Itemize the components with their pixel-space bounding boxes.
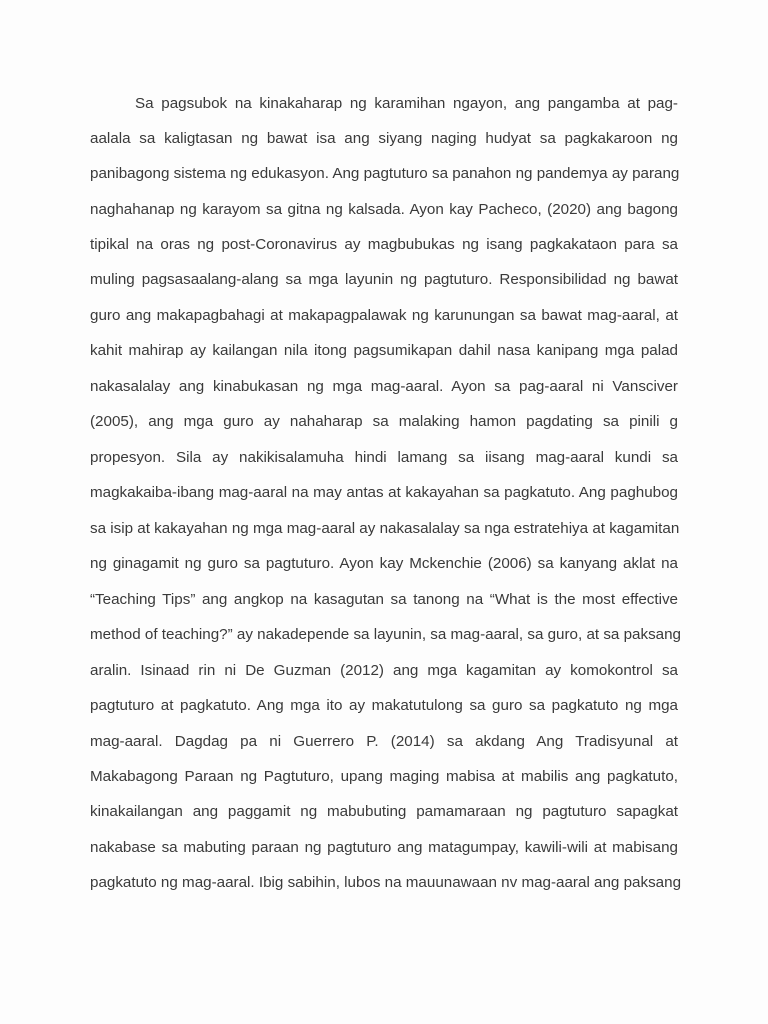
paragraph-line: Sa pagsubok na kinakaharap ng karamihan ngayon, ang pangamba at pag- <box>135 95 678 112</box>
paragraph-line: Makabagong Paraan ng Pagtuturo, upang maging mabisa at mabilis ang pagkatuto, <box>90 768 678 785</box>
paragraph-line: propesyon. Sila ay nakikisalamuha hindi lamang sa iisang mag-aaral kundi sa <box>90 449 678 466</box>
paragraph-line: pagtuturo at pagkatuto. Ang mga ito ay makatutulong sa guro sa pagkatuto ng mga <box>90 697 678 714</box>
paragraph-line: guro ang makapagbahagi at makapagpalawak ng karunungan sa bawat mag-aaral, at <box>90 307 678 324</box>
paragraph-line: magkakaiba-ibang mag-aaral na may antas at kakayahan sa pagkatuto. Ang paghubog <box>90 484 678 501</box>
paragraph-line: pagkatuto ng mag-aaral. Ibig sabihin, lubos na mauunawaan nv mag-aaral ang paksang <box>90 874 682 891</box>
paragraph-line: ng ginagamit ng guro sa pagtuturo. Ayon kay Mckenchie (2006) sa kanyang aklat na <box>90 555 678 572</box>
paragraph-line: mag-aaral. Dagdag pa ni Guerrero P. (2014) sa akdang Ang Tradisyunal at <box>90 733 678 750</box>
paragraph-line: tipikal na oras ng post-Coronavirus ay magbubukas ng isang pagkakataon para sa <box>90 236 678 253</box>
paragraph-line: “Teaching Tips” ang angkop na kasagutan sa tanong na “What is the most effective <box>90 591 678 608</box>
paragraph-line: method of teaching?” ay nakadepende sa layunin, sa mag-aaral, sa guro, at sa paksang <box>90 626 682 643</box>
paragraph-line: naghahanap ng karayom sa gitna ng kalsada. Ayon kay Pacheco, (2020) ang bagong <box>90 201 678 218</box>
paragraph-line: (2005), ang mga guro ay nahaharap sa malaking hamon pagdating sa pinili g <box>90 413 678 430</box>
paragraph-line: aalala sa kaligtasan ng bawat isa ang siyang naging hudyat sa pagkakaroon ng <box>90 130 678 147</box>
paragraph-line: muling pagsasaalang-alang sa mga layunin ng pagtuturo. Responsibilidad ng bawat <box>90 271 678 288</box>
paragraph-line: nakasalalay ang kinabukasan ng mga mag-aaral. Ayon sa pag-aaral ni Vansciver <box>90 378 678 395</box>
paragraph-line: nakabase sa mabuting paraan ng pagtuturo ang matagumpay, kawili-wili at mabisang <box>90 839 678 856</box>
paragraph-line: sa isip at kakayahan ng mga mag-aaral ay nakasalalay sa nga estratehiya at kagamitan <box>90 520 680 537</box>
paragraph-line: kahit mahirap ay kailangan nila itong pagsumikapan dahil nasa kanipang mga palad <box>90 342 678 359</box>
paragraph-line: panibagong sistema ng edukasyon. Ang pagtuturo sa panahon ng pandemya ay parang <box>90 165 680 182</box>
paragraph-line: kinakailangan ang paggamit ng mabubuting pamamaraan ng pagtuturo sapagkat <box>90 803 678 820</box>
paragraph-line: aralin. Isinaad rin ni De Guzman (2012) ang mga kagamitan ay komokontrol sa <box>90 662 678 679</box>
